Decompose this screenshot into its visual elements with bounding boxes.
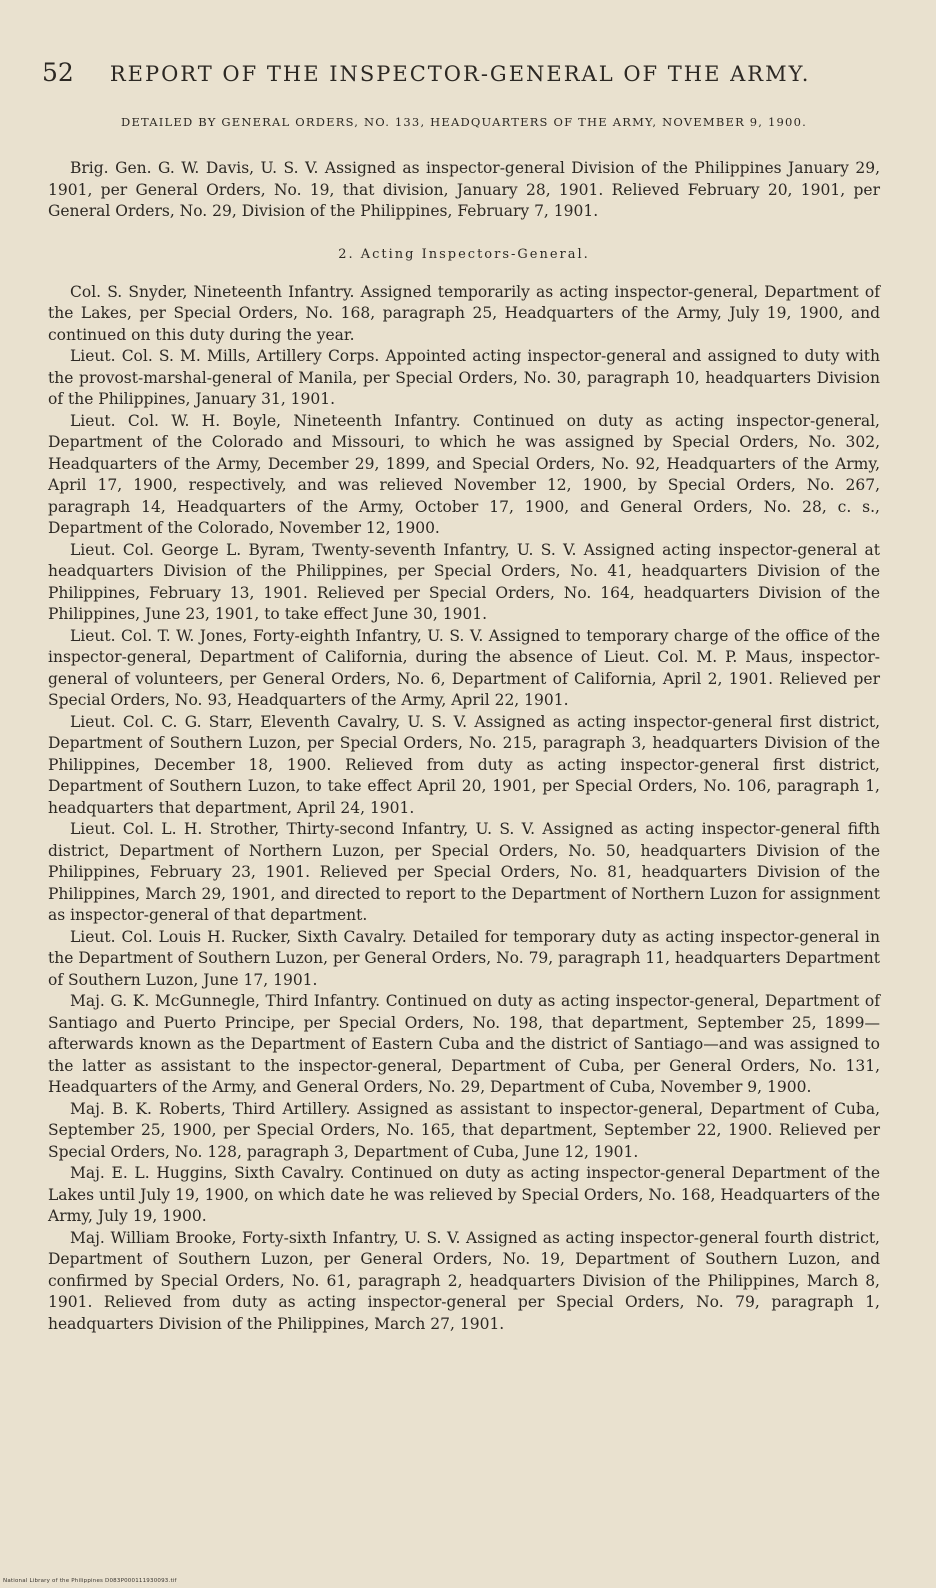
entry-paragraph: Lieut. Col. C. G. Starr, Eleventh Cavalry, U. S. V. Assigned as acting inspector-general first district, Department of Southern Luzon, per Special Orders, No. 215, paragraph 3, headquarters Division of the Philippines, December 18, 1900. Relieved from duty as acting inspector-general first district, Department of Southern Luzon, to take effect April 20, 1901, per Special Orders, No. 106, paragraph 1, headquarters that department, April 24, 1901. bbox=[48, 712, 880, 817]
section-heading: 2. Acting Inspectors-General. bbox=[338, 246, 590, 262]
scan-footer: National Library of the Philippines D083P000111930093.tif bbox=[3, 1578, 177, 1584]
entry-paragraph: Lieut. Col. T. W. Jones, Forty-eighth Infantry, U. S. V. Assigned to temporary charge of the office of the inspector-general, Department of California, during the absence of Lieut. Col. M. P. Maus, inspector-general of volunteers, per General Orders, No. 6, Department of California, April 2, 1901. Relieved per Special Orders, No. 93, Headquarters of the Army, April 22, 1901. bbox=[48, 626, 880, 709]
page-number: 52 bbox=[42, 58, 74, 87]
running-title: REPORT OF THE INSPECTOR-GENERAL OF THE ARMY. bbox=[109, 62, 811, 86]
entry-paragraph: Lieut. Col. S. M. Mills, Artillery Corps. Appointed acting inspector-general and assigned to duty with the provost-marshal-general of Manila, per Special Orders, No. 30, paragraph 10, headquarters Division of the Philippines, January 31, 1901. bbox=[48, 347, 880, 408]
entry-paragraph: Lieut. Col. L. H. Strother, Thirty-second Infantry, U. S. V. Assigned as acting inspector-general fifth district, Department of Northern Luzon, per Special Orders, No. 50, headquarters Division of the Philippines, February 23, 1901. Relieved per Special Orders, No. 81, headquarters Division of the Philippines, March 29, 1901, and directed to report to the Department of Northern Luzon for assignment as inspector-general of that department. bbox=[48, 820, 880, 924]
entry-paragraph: Lieut. Col. Louis H. Rucker, Sixth Cavalry. Detailed for temporary duty as acting inspector-general in the Department of Southern Luzon, per General Orders, No. 79, paragraph 11, headquarters Department of Southern Luzon, June 17, 1901. bbox=[48, 927, 880, 989]
entry-paragraph: Maj. G. K. McGunnegle, Third Infantry. Continued on duty as acting inspector-general, Department of Santiago and Puerto Principe, per Special Orders, No. 198, that department, September 25, 1899—afterwards known as the Department of Eastern Cuba and the district of Santiago—and was assigned to the latter as assistant to the inspector-general, Department of Cuba, per General Orders, No. 131, Headquarters of the Army, and General Orders, No. 29, Department of Cuba, November 9, 1900. bbox=[48, 992, 880, 1096]
entry-paragraph: Maj. B. K. Roberts, Third Artillery. Assigned as assistant to inspector-general, Department of Cuba, September 25, 1900, per Special Orders, No. 165, that department, September 22, 1900. Relieved per Special Orders, No. 128, paragraph 3, Department of Cuba, June 12, 1901. bbox=[48, 1099, 880, 1161]
intro-paragraph: Brig. Gen. G. W. Davis, U. S. V. Assigned as inspector-general Division of the Philippines January 29, 1901, per General Orders, No. 19, that division, January 28, 1901. Relieved February 20, 1901, per General Orders, No. 29, Division of the Philippines, February 7, 1901. bbox=[48, 159, 880, 220]
entries-list bbox=[48, 282, 880, 1336]
running-head bbox=[42, 58, 880, 87]
entry-paragraph: Lieut. Col. George L. Byram, Twenty-seventh Infantry, U. S. V. Assigned acting inspector-general at headquarters Division of the Philippines, per Special Orders, No. 41, headquarters Division of the Philippines, February 13, 1901. Relieved per Special Orders, No. 164, headquarters Division of the Philippines, June 23, 1901, to take effect June 30, 1901. bbox=[48, 540, 880, 623]
entry-paragraph: Lieut. Col. W. H. Boyle, Nineteenth Infantry. Continued on duty as acting inspector-general, Department of the Colorado and Missouri, to which he was assigned by Special Orders, No. 302, Headquarters of the Army, December 29, 1899, and Special Orders, No. 92, Headquarters of the Army, April 17, 1900, respectively, and was relieved November 12, 1900, by Special Orders, No. 267, paragraph 14, Headquarters of the Army, October 17, 1900, and General Orders, No. 28, c. s., Department of the Colorado, November 12, 1900. bbox=[48, 411, 880, 537]
detail-heading: DETAILED BY GENERAL ORDERS, NO. 133, HEADQUARTERS OF THE ARMY, NOVEMBER 9, 1900. bbox=[121, 115, 807, 129]
entry-paragraph: Maj. E. L. Huggins, Sixth Cavalry. Continued on duty as acting inspector-general Department of the Lakes until July 19, 1900, on which date he was relieved by Special Orders, No. 168, Headquarters of the Army, July 19, 1900. bbox=[48, 1164, 880, 1225]
entry-paragraph: Col. S. Snyder, Nineteenth Infantry. Assigned temporarily as acting inspector-general, Department of the Lakes, per Special Orders, No. 168, paragraph 25, Headquarters of the Army, July 19, 1900, and continued on this duty during the year. bbox=[48, 282, 880, 344]
entry-paragraph: Maj. William Brooke, Forty-sixth Infantry, U. S. V. Assigned as acting inspector-general fourth district, Department of Southern Luzon, per General Orders, No. 19, Department of Southern Luzon, and confirmed by Special Orders, No. 61, paragraph 2, headquarters Division of the Philippines, March 8, 1901. Relieved from duty as acting inspector-general per Special Orders, No. 79, paragraph 1, headquarters Division of the Philippines, March 27, 1901. bbox=[48, 1228, 880, 1333]
